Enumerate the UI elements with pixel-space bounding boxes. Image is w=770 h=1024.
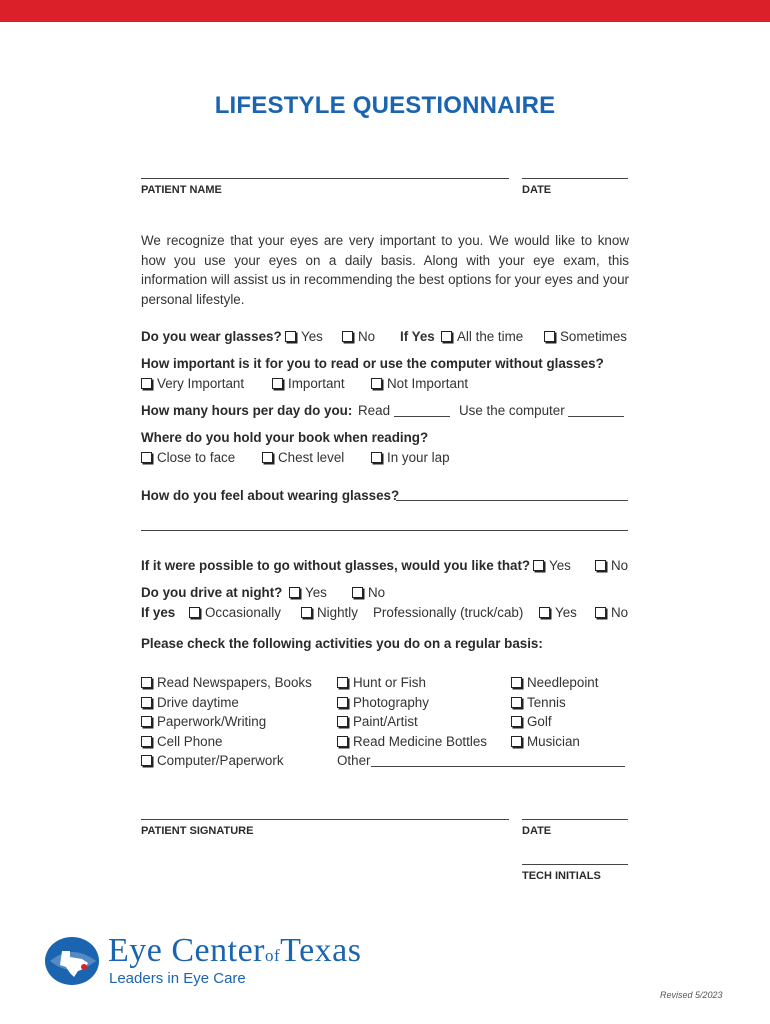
checkbox-activity-hunt-fish[interactable]: [337, 675, 426, 690]
question-text: How many hours per day do you:: [141, 403, 353, 418]
option-label: No: [368, 585, 386, 600]
option-label: Nightly: [317, 605, 358, 620]
checkbox-close-to-face[interactable]: [141, 450, 235, 465]
activities-heading: [141, 636, 543, 651]
option-label: Paint/Artist: [353, 714, 418, 729]
feel-glasses-field-1[interactable]: [396, 500, 628, 501]
option-label: Close to face: [157, 450, 236, 465]
computer-hours: [459, 403, 624, 418]
checkbox-icon: [544, 331, 555, 342]
checkbox-activity-cell-phone[interactable]: [141, 734, 223, 749]
checkbox-icon: [441, 331, 452, 342]
checkbox-icon: [371, 452, 382, 463]
logo-of: of: [265, 946, 281, 965]
checkbox-icon: [189, 607, 200, 618]
option-label: Needlepoint: [527, 675, 599, 690]
logo-eye-center: Eye Center: [108, 932, 265, 969]
checkbox-important[interactable]: [272, 376, 345, 391]
professionally-label: [373, 605, 523, 620]
checkbox-icon: [337, 677, 348, 688]
checkbox-icon: [511, 677, 522, 688]
checkbox-in-lap[interactable]: [371, 450, 450, 465]
checkbox-without-yes[interactable]: [533, 558, 571, 573]
option-label: No: [611, 558, 629, 573]
option-label: Read Newspapers, Books: [157, 675, 312, 690]
checkbox-activity-tennis[interactable]: [511, 695, 566, 710]
question-text: Please check the following activities you do on a regular basis:: [141, 636, 543, 651]
option-label: Professionally (truck/cab): [373, 605, 524, 620]
checkbox-icon: [337, 697, 348, 708]
checkbox-activity-drive-daytime[interactable]: [141, 695, 239, 710]
checkbox-drive-no[interactable]: [352, 585, 385, 600]
option-label: If Yes: [400, 329, 435, 344]
checkbox-icon: [511, 697, 522, 708]
top-red-bar: [0, 0, 770, 22]
other-activity-field[interactable]: [371, 754, 625, 767]
checkbox-icon: [342, 331, 353, 342]
signature-date-field[interactable]: [522, 819, 628, 820]
checkbox-icon: [337, 736, 348, 747]
option-label: No: [358, 329, 376, 344]
checkbox-glasses-no[interactable]: [342, 329, 375, 344]
logo-wordmark: [108, 932, 361, 970]
checkbox-without-no[interactable]: [595, 558, 628, 573]
option-label: In your lap: [387, 450, 450, 465]
option-label: All the time: [457, 329, 524, 344]
checkbox-icon: [337, 716, 348, 727]
checkbox-icon: [141, 736, 152, 747]
read-hours-field[interactable]: [394, 404, 450, 417]
option-label: Yes: [305, 585, 327, 600]
checkbox-activity-photography[interactable]: [337, 695, 429, 710]
question-importance: [141, 356, 604, 371]
checkbox-activity-paperwork[interactable]: [141, 714, 266, 729]
option-label: Cell Phone: [157, 734, 223, 749]
checkbox-icon: [595, 607, 606, 618]
option-label: Read: [358, 403, 391, 418]
logo-texas: Texas: [280, 932, 362, 969]
option-label: Photography: [353, 695, 429, 710]
patient-signature-label: PATIENT SIGNATURE: [141, 825, 254, 837]
feel-glasses-field-2[interactable]: [141, 530, 628, 531]
revised-date: Revised 5/2023: [660, 990, 723, 1000]
option-label: Use the computer: [459, 403, 565, 418]
question-wear-glasses: [141, 329, 282, 344]
checkbox-icon: [301, 607, 312, 618]
patient-signature-field[interactable]: [141, 819, 509, 820]
checkbox-icon: [539, 607, 550, 618]
if-yes-drive-label: [141, 605, 175, 620]
option-label: Read Medicine Bottles: [353, 734, 487, 749]
option-label: Chest level: [278, 450, 345, 465]
read-hours: [358, 403, 450, 418]
checkbox-activity-golf[interactable]: [511, 714, 552, 729]
checkbox-icon: [352, 587, 363, 598]
page-title: LIFESTYLE QUESTIONNAIRE: [214, 92, 556, 119]
question-text: How important is it for you to read or use the computer without glasses?: [141, 356, 604, 371]
option-label: No: [611, 605, 629, 620]
option-label: Sometimes: [560, 329, 627, 344]
checkbox-icon: [371, 378, 382, 389]
option-label: Tennis: [527, 695, 566, 710]
option-label: Other: [337, 753, 371, 768]
option-label: Very Important: [157, 376, 245, 391]
checkbox-icon: [595, 560, 606, 571]
question-book-position: [141, 430, 428, 445]
checkbox-activity-paint[interactable]: [337, 714, 418, 729]
checkbox-activity-medicine-bottles[interactable]: [337, 734, 487, 749]
checkbox-icon: [141, 697, 152, 708]
checkbox-icon: [141, 378, 152, 389]
option-label: Golf: [527, 714, 552, 729]
checkbox-icon: [141, 677, 152, 688]
tech-initials-field[interactable]: [522, 864, 628, 865]
logo-tagline: Leaders in Eye Care: [109, 970, 246, 987]
option-label: Occasionally: [205, 605, 281, 620]
option-label: Yes: [555, 605, 577, 620]
question-text: Do you wear glasses?: [141, 329, 282, 344]
activity-other: [337, 753, 625, 768]
option-label: Yes: [549, 558, 571, 573]
option-label: Yes: [301, 329, 323, 344]
option-label: Musician: [527, 734, 580, 749]
if-yes-label: [400, 329, 435, 344]
checkbox-icon: [141, 716, 152, 727]
checkbox-chest-level[interactable]: [262, 450, 344, 465]
checkbox-icon: [272, 378, 283, 389]
checkbox-professionally-no[interactable]: [595, 605, 628, 620]
checkbox-nightly[interactable]: [301, 605, 358, 620]
checkbox-drive-yes[interactable]: [289, 585, 327, 600]
checkbox-icon: [511, 736, 522, 747]
checkbox-professionally-yes[interactable]: [539, 605, 577, 620]
question-drive-night: [141, 585, 282, 600]
checkbox-icon: [141, 452, 152, 463]
option-label: Not Important: [387, 376, 469, 391]
checkbox-activity-musician[interactable]: [511, 734, 580, 749]
checkbox-glasses-yes[interactable]: [285, 329, 323, 344]
checkbox-activity-computer[interactable]: [141, 753, 284, 768]
question-feel-glasses: [141, 488, 399, 503]
question-text: Do you drive at night?: [141, 585, 283, 600]
checkbox-all-time[interactable]: [441, 329, 523, 344]
signature-date-label: DATE: [522, 825, 552, 837]
checkbox-sometimes[interactable]: [544, 329, 627, 344]
checkbox-icon: [511, 716, 522, 727]
checkbox-occasionally[interactable]: [189, 605, 281, 620]
checkbox-icon: [285, 331, 296, 342]
checkbox-very-important[interactable]: [141, 376, 244, 391]
checkbox-activity-needlepoint[interactable]: [511, 675, 598, 690]
question-text: If it were possible to go without glasses, would you like that?: [141, 558, 531, 573]
checkbox-icon: [262, 452, 273, 463]
computer-hours-field[interactable]: [568, 404, 624, 417]
patient-name-label: PATIENT NAME: [141, 184, 222, 196]
question-hours: [141, 403, 352, 418]
option-label: Paperwork/Writing: [157, 714, 267, 729]
checkbox-icon: [141, 755, 152, 766]
checkbox-icon: [533, 560, 544, 571]
option-label: Important: [288, 376, 345, 391]
patient-name-field[interactable]: [141, 178, 509, 179]
option-label: Hunt or Fish: [353, 675, 426, 690]
question-text: Where do you hold your book when reading?: [141, 430, 429, 445]
tech-initials-label: TECH INITIALS: [522, 870, 601, 882]
texas-eye-logo-icon: [44, 935, 102, 987]
date-label: DATE: [522, 184, 552, 196]
option-label: Computer/Paperwork: [157, 753, 284, 768]
checkbox-icon: [289, 587, 300, 598]
question-without-glasses: [141, 558, 530, 573]
checkbox-not-important[interactable]: [371, 376, 468, 391]
option-label: Drive daytime: [157, 695, 239, 710]
intro-paragraph: We recognize that your eyes are very important to you. We would like to know how you use your eyes on a daily basis. Along with your eye exam, this information will assist us in recommending the best options for your eyes and your personal lifestyle.: [141, 233, 629, 307]
question-text: How do you feel about wearing glasses?: [141, 488, 400, 503]
option-label: If yes: [141, 605, 176, 620]
checkbox-activity-read-newspapers[interactable]: [141, 675, 312, 690]
date-field[interactable]: [522, 178, 628, 179]
